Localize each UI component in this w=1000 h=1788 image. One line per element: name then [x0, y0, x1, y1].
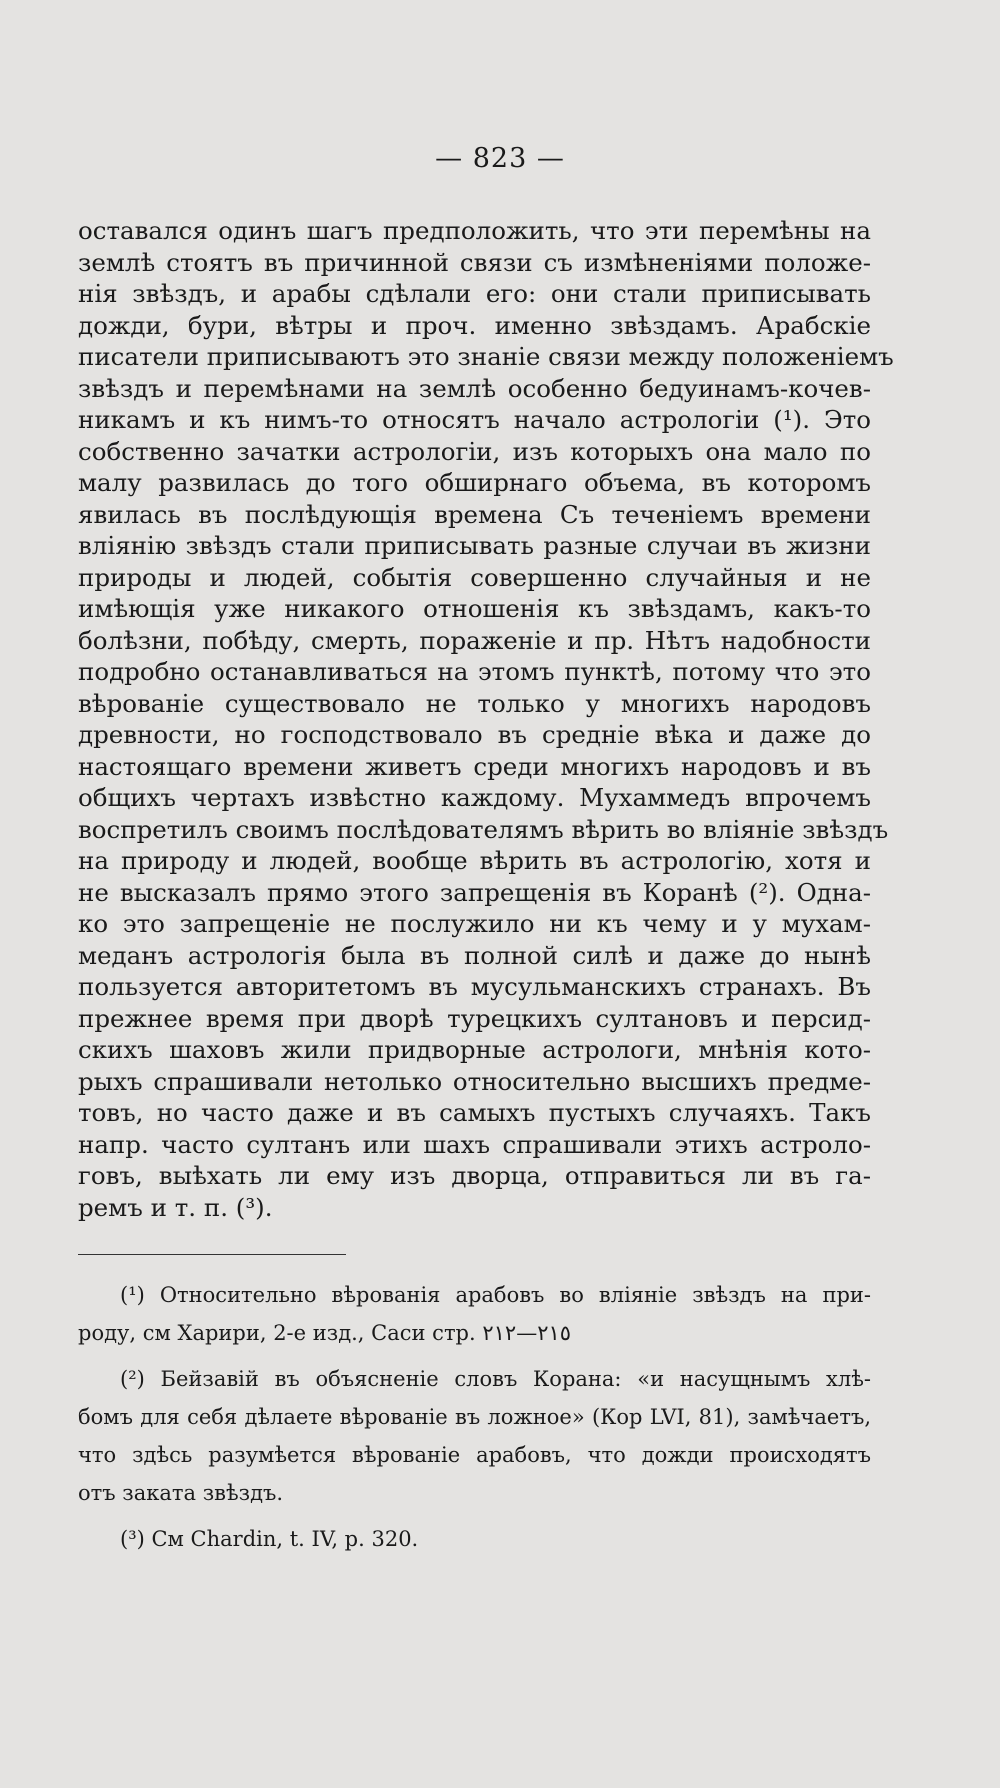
footnotes: [78, 1276, 871, 1558]
footnote-line: (²) Бейзавій въ объясненіе словъ Корана: «и насущнымъ хлѣ-: [120, 1367, 871, 1391]
footnote-line: (³) См Chardin, t. IV, p. 320.: [120, 1527, 419, 1551]
text-line: природы и людей, событія совершенно случайныя и не: [78, 562, 871, 592]
text-line: древности, но господствовало въ средніе вѣка и даже до: [78, 720, 871, 749]
footnote-line: бомъ для себя дѣлаете вѣрованіе въ ложное» (Кор LVI, 81), замѣчаетъ,: [78, 1405, 871, 1429]
text-line: болѣзни, побѣду, смерть, пораженіе и пр. Нѣтъ надобности: [78, 625, 871, 655]
footnote-line: отъ заката звѣздъ.: [78, 1481, 284, 1505]
text-line: напр. часто султанъ или шахъ спрашивали этихъ астроло-: [78, 1129, 871, 1159]
footnote-line: роду, см Харири, 2-е изд., Саси стр. ٢١٥—٢١٢: [78, 1321, 572, 1345]
text-line: ко это запрещеніе не послужило ни къ чему и у мухам-: [78, 909, 871, 938]
text-line: писатели приписываютъ это знаніе связи между положеніемъ: [78, 342, 894, 371]
text-line: рыхъ спрашивали нетолько относительно высшихъ предме-: [78, 1066, 871, 1096]
main-text: [78, 215, 894, 1223]
footnote-line: (¹) Относительно вѣрованія арабовъ во вліяніе звѣздъ на при-: [120, 1283, 871, 1307]
footnote-line: что здѣсь разумѣется вѣрованіе арабовъ, что дожди происходятъ: [78, 1443, 871, 1467]
text-line: землѣ стоятъ въ причинной связи съ измѣненіями положе-: [78, 247, 871, 277]
footnote-3: [78, 1520, 871, 1558]
text-line: звѣздъ и перемѣнами на землѣ особенно бедуинамъ-кочев-: [78, 373, 871, 403]
text-line: собственно зачатки астрологіи, изъ которыхъ она мало по: [78, 436, 871, 466]
text-line: ремъ и т. п. (³).: [78, 1192, 273, 1222]
text-line: нія звѣздъ, и арабы сдѣлали его: они стали приписывать: [78, 279, 871, 308]
text-line: пользуется авторитетомъ въ мусульманскихъ странахъ. Въ: [78, 972, 871, 1001]
text-line: малу развилась до того обширнаго объема, въ которомъ: [78, 468, 871, 497]
text-line: дожди, бури, вѣтры и проч. именно звѣздамъ. Арабскіе: [78, 310, 871, 340]
text-line: имѣющія уже никакого отношенія къ звѣздамъ, какъ-то: [78, 594, 871, 623]
text-line: товъ, но часто даже и въ самыхъ пустыхъ случаяхъ. Такъ: [78, 1098, 871, 1127]
footnote-2: [78, 1360, 871, 1512]
text-line: не высказалъ прямо этого запрещенія въ Коранѣ (²). Одна-: [78, 877, 871, 907]
text-line: меданъ астрологія была въ полной силѣ и даже до нынѣ: [78, 940, 871, 970]
text-line: воспретилъ своимъ послѣдователямъ вѣрить во вліяніе звѣздъ: [78, 814, 889, 844]
text-line: на природу и людей, вообще вѣрить въ астрологію, хотя и: [78, 846, 871, 875]
text-line: скихъ шаховъ жили придворные астрологи, мнѣнія кото-: [78, 1035, 871, 1064]
text-line: настоящаго времени живетъ среди многихъ народовъ и въ: [78, 751, 871, 781]
text-line: подробно останавливаться на этомъ пунктѣ, потому что это: [78, 657, 871, 686]
text-line: говъ, выѣхать ли ему изъ дворца, отправиться ли въ га-: [78, 1161, 871, 1190]
text-line: вѣрованіе существовало не только у многихъ народовъ: [78, 688, 871, 718]
text-line: никамъ и къ нимъ-то относятъ начало астрологіи (¹). Это: [78, 405, 871, 434]
page-number: — 823 —: [435, 143, 565, 174]
text-line: явилась въ послѣдующія времена Съ теченіемъ времени: [78, 499, 871, 529]
text-line: вліянію звѣздъ стали приписывать разные случаи въ жизни: [78, 531, 871, 560]
text-line: прежнее время при дворѣ турецкихъ султановъ и персид-: [78, 1003, 871, 1033]
text-line: оставался одинъ шагъ предположить, что эти перемѣны на: [78, 216, 871, 245]
text-line: общихъ чертахъ извѣстно каждому. Мухаммедъ впрочемъ: [78, 783, 871, 812]
footnote-1: [78, 1276, 871, 1352]
footnote-divider: [78, 1254, 346, 1255]
